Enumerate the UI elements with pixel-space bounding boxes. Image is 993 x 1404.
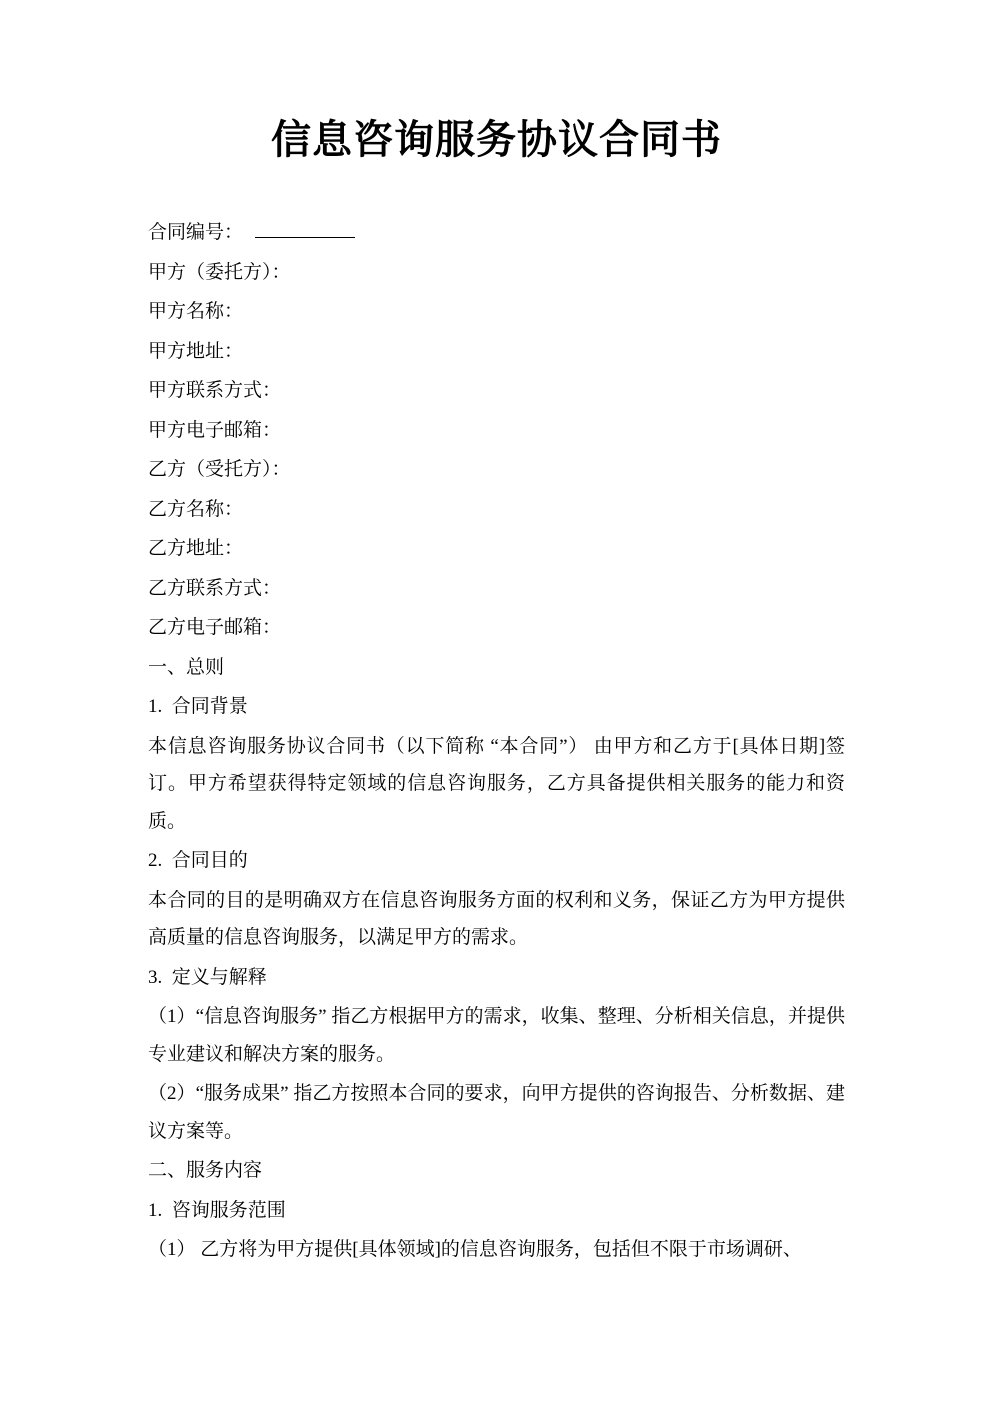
party-b-address-label: 乙方地址： — [148, 538, 244, 559]
party-a-header: 甲方（委托方）： — [148, 261, 291, 283]
party-b-name-label: 乙方名称： — [148, 498, 244, 520]
party-b-header: 乙方（受托方）： — [148, 459, 291, 480]
party-a-email-label: 甲方电子邮箱： — [148, 419, 282, 441]
services-sub1-item-1: （1） 乙方将为甲方提供[具体领域]的信息咨询服务，包括但不限于市场调研、 — [148, 1239, 802, 1260]
general-sub3-heading: 3. 定义与解释 — [148, 966, 267, 988]
general-sub1-body: 本信息咨询服务协议合同书（以下简称 “本合同”） 由甲方和乙方于[具体日期]签订。甲方希望获得特定领域的信息咨询服务，乙方具备提供相关服务的能力和资质。 — [148, 735, 845, 832]
section-general-heading: 一、总则 — [148, 656, 225, 678]
services-sub1-heading: 1. 咨询服务范围 — [148, 1199, 286, 1221]
party-a-contact-label: 甲方联系方式： — [148, 380, 282, 401]
party-b-contact-label: 乙方联系方式： — [148, 577, 282, 599]
general-sub2-body: 本合同的目的是明确双方在信息咨询服务方面的权利和义务，保证乙方为甲方提供高质量的信息咨询服务，以满足甲方的需求。 — [148, 889, 845, 948]
general-sub3-item-1: （1）“信息咨询服务” 指乙方根据甲方的需求，收集、整理、分析相关信息，并提供专业建议和解决方案的服务。 — [148, 1006, 845, 1065]
party-a-address-label: 甲方地址： — [148, 340, 244, 362]
contract-number-label: 合同编号： — [148, 222, 244, 243]
party-b-email-label: 乙方电子邮箱： — [148, 617, 282, 638]
section-services-heading: 二、服务内容 — [148, 1160, 263, 1181]
general-sub2-heading: 2. 合同目的 — [148, 850, 248, 871]
general-sub3-item-2: （2）“服务成果” 指乙方按照本合同的要求，向甲方提供的咨询报告、分析数据、建议方案等。 — [148, 1083, 845, 1142]
contract-number-blank — [255, 217, 355, 238]
party-a-name-label: 甲方名称： — [148, 301, 244, 322]
document-title: 信息咨询服务协议合同书 — [271, 117, 722, 162]
contract-number-line — [148, 214, 845, 252]
general-sub1-heading: 1. 合同背景 — [148, 696, 248, 717]
